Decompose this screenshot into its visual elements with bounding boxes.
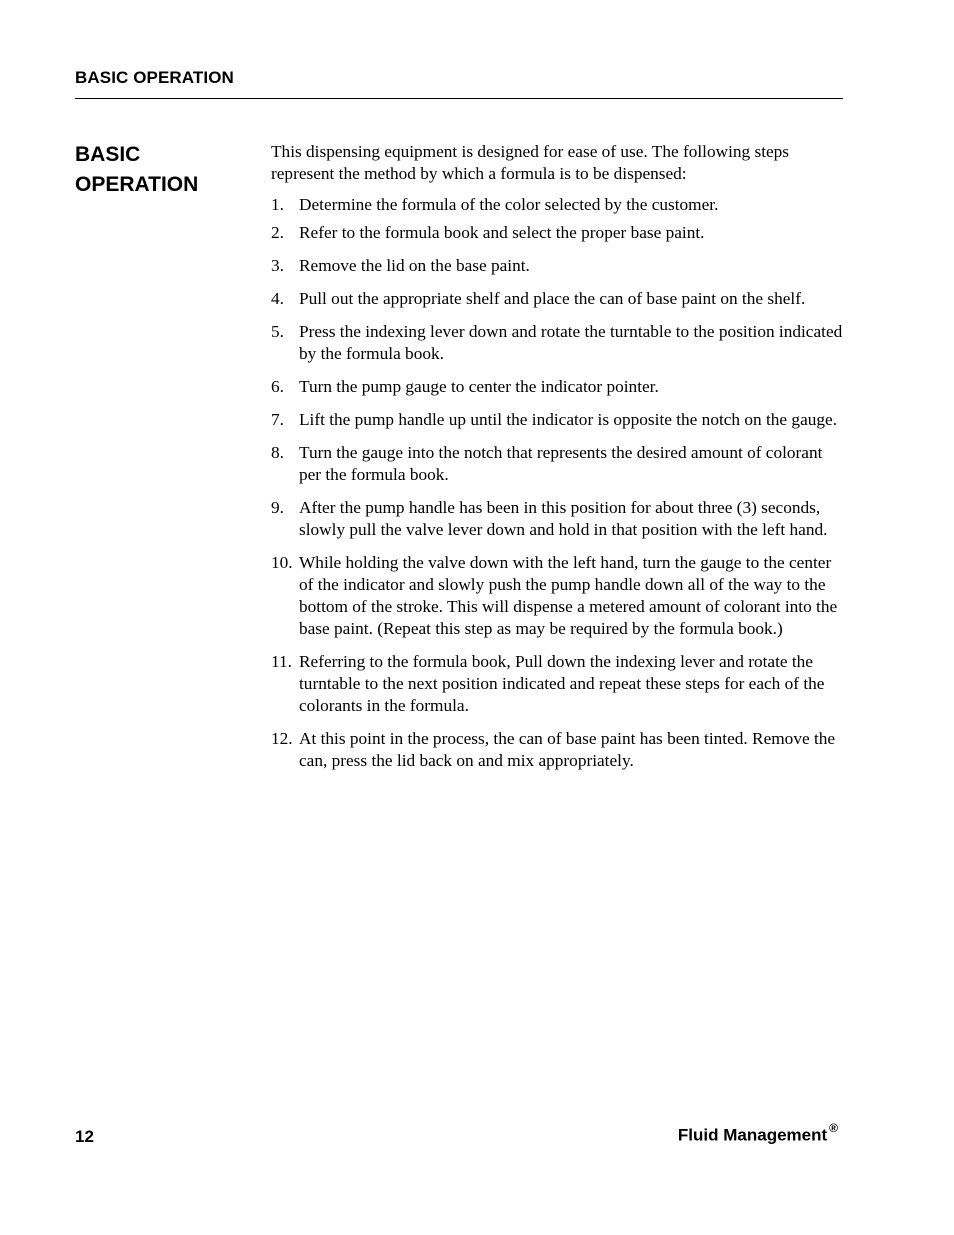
list-item bbox=[271, 222, 846, 244]
brand-name: Fluid Management bbox=[677, 1125, 828, 1145]
registered-mark: ® bbox=[829, 1121, 838, 1135]
steps-list bbox=[271, 194, 846, 772]
list-item bbox=[271, 552, 846, 640]
list-item bbox=[271, 376, 846, 398]
step-text: While holding the valve down with the left hand, turn the gauge to the center of the indicator and slowly push the pump handle down all of the way to the bottom of the stroke. This will dispense a metered amount of colorant into the base paint. (Repeat this step as may be required by the formula book.) bbox=[299, 553, 838, 638]
step-text: At this point in the process, the can of base paint has been tinted. Remove the can, press the lid back on and mix appropriately. bbox=[299, 729, 836, 770]
step-text: Turn the pump gauge to center the indicator pointer. bbox=[299, 377, 659, 396]
step-number: 12. bbox=[271, 729, 293, 748]
step-number: 10. bbox=[271, 553, 293, 572]
step-text: Lift the pump handle up until the indicator is opposite the notch on the gauge. bbox=[299, 410, 838, 429]
step-number: 11. bbox=[271, 652, 292, 671]
section-title-line-1: BASIC bbox=[75, 143, 141, 166]
list-item bbox=[271, 497, 846, 541]
step-number: 6. bbox=[271, 377, 284, 396]
list-item bbox=[271, 442, 846, 486]
section-title-line-2: OPERATION bbox=[75, 173, 199, 196]
running-header: BASIC OPERATION bbox=[75, 68, 234, 87]
intro-paragraph: This dispensing equipment is designed for ease of use. The following steps represent the method by which a formula is to be dispensed: bbox=[271, 142, 790, 183]
step-number: 4. bbox=[271, 289, 284, 308]
step-number: 2. bbox=[271, 223, 284, 242]
footer-brand bbox=[678, 1123, 838, 1146]
page-number: 12 bbox=[75, 1127, 94, 1146]
section-title bbox=[75, 140, 250, 200]
step-text: Pull out the appropriate shelf and place the can of base paint on the shelf. bbox=[299, 289, 806, 308]
step-text: After the pump handle has been in this position for about three (3) seconds, slowly pull the valve lever down and hold in that position with the left hand. bbox=[299, 498, 828, 539]
body-content bbox=[271, 141, 846, 783]
header-divider bbox=[75, 98, 843, 99]
step-number: 8. bbox=[271, 443, 284, 462]
list-item bbox=[271, 194, 846, 216]
step-text: Remove the lid on the base paint. bbox=[299, 256, 530, 275]
step-number: 5. bbox=[271, 322, 284, 341]
step-text: Referring to the formula book, Pull down the indexing lever and rotate the turntable to the next position indicated and repeat these steps for each of the colorants in the formula. bbox=[299, 652, 825, 715]
step-number: 3. bbox=[271, 256, 284, 275]
list-item bbox=[271, 409, 846, 431]
step-number: 9. bbox=[271, 498, 284, 517]
list-item bbox=[271, 651, 846, 717]
step-text: Determine the formula of the color selected by the customer. bbox=[299, 195, 719, 214]
step-number: 7. bbox=[271, 410, 284, 429]
list-item bbox=[271, 321, 846, 365]
step-text: Refer to the formula book and select the proper base paint. bbox=[299, 223, 705, 242]
list-item bbox=[271, 728, 846, 772]
list-item bbox=[271, 288, 846, 310]
step-text: Press the indexing lever down and rotate the turntable to the position indicated by the formula book. bbox=[299, 322, 843, 363]
list-item bbox=[271, 255, 846, 277]
step-text: Turn the gauge into the notch that represents the desired amount of colorant per the formula book. bbox=[299, 443, 823, 484]
step-number: 1. bbox=[271, 195, 284, 214]
